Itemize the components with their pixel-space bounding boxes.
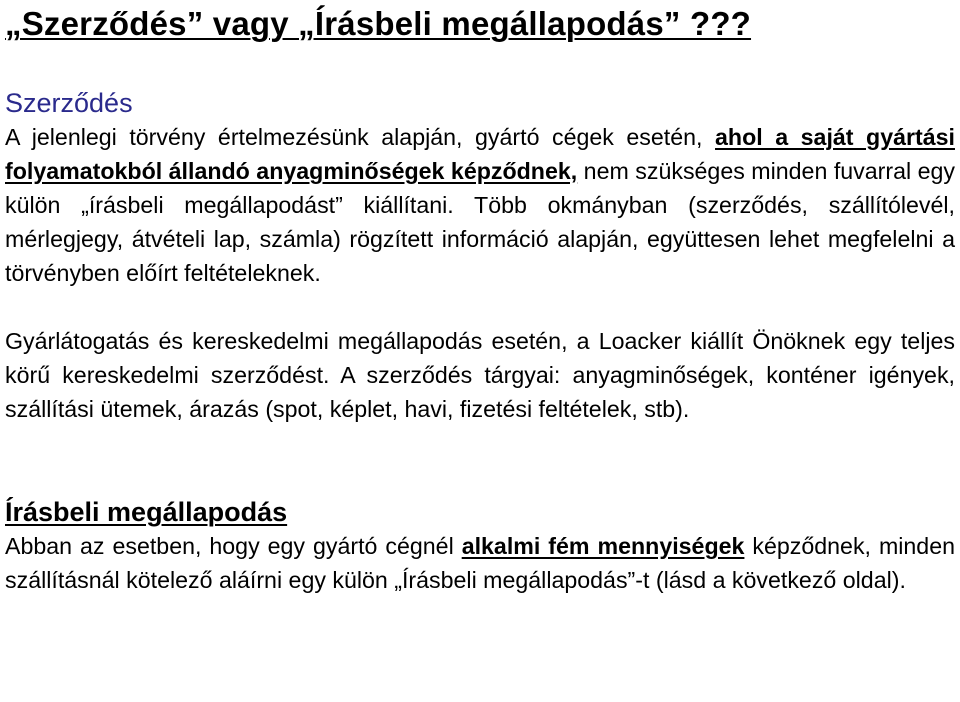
para-text: A jelenlegi törvény értelmezésünk alapján, gyártó cégek esetén, xyxy=(5,124,716,150)
document-page xyxy=(5,0,955,597)
section-heading-irasbeli-megallapodas: Írásbeli megállapodás xyxy=(5,497,288,527)
section1-paragraph-1 xyxy=(5,120,955,290)
para-text: képződnek, minden szállításnál kötelező aláírni egy külön „Írásbeli megállapodás”-t (lásd a következő oldal). xyxy=(5,533,955,593)
section1-paragraph-2: Gyárlátogatás és kereskedelmi megállapodás esetén, a Loacker kiállít Önöknek egy teljes körű kereskedelmi szerződést. A szerződés tárgyai: anyagminőségek, konténer igények, szállítási ütemek, árazás (spot, képlet, havi, fizetési feltételek, stb). xyxy=(5,328,955,422)
para-text: Abban az esetben, hogy egy gyártó cégnél xyxy=(5,533,462,559)
section-heading-szerzodes: Szerződés xyxy=(5,88,133,118)
section2-paragraph xyxy=(5,529,955,597)
emphasized-text: ahol a saját gyártási folyamatokból állandó anyagminőségek képződnek, xyxy=(5,124,955,184)
para-text: nem szükséges minden fuvarral egy külön „írásbeli megállapodást” kiállítani. Több okmányban (szerződés, szállítólevél, mérlegjegy, átvételi lap, számla) rögzített információ alapján, együttesen lehet megfelelni a törvényben előírt feltételeknek. xyxy=(5,158,955,286)
emphasized-text: alkalmi fém mennyiségek xyxy=(461,533,745,559)
page-title: „Szerződés” vagy „Írásbeli megállapodás” ??? xyxy=(5,5,752,42)
